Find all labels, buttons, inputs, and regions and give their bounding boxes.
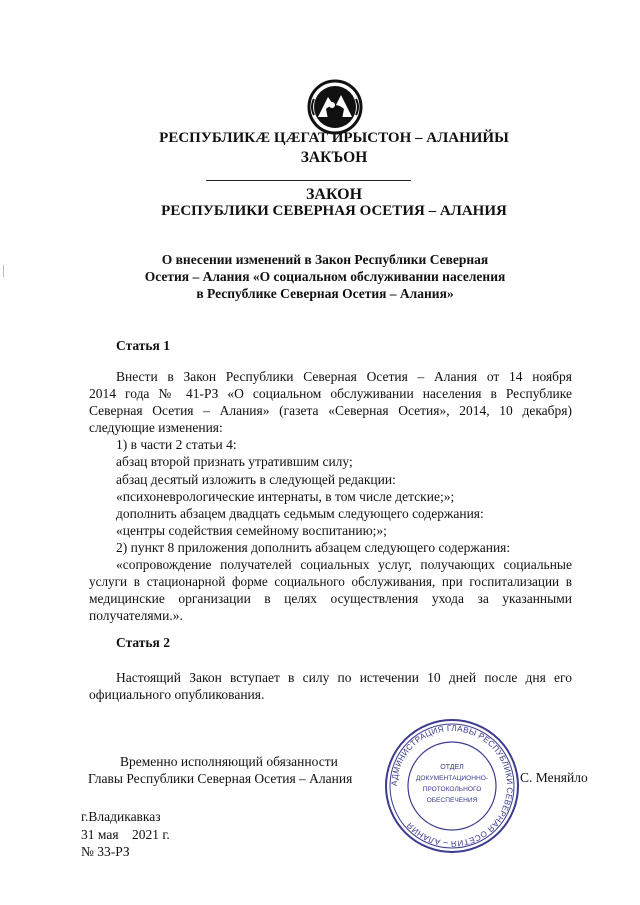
republic-name-ossetian: РЕСПУБЛИКӔ ЦӔГАТ ИРЫСТОН – АЛАНИЙЫ <box>159 130 509 146</box>
stamp-center-line: ОБЕСПЕЧЕНИЯ <box>426 797 478 804</box>
law-title-line: Осетия – Алания «О социальном обслуживании населения <box>144 269 506 284</box>
stamp-ring-text: АДМИНИСТРАЦИЯ ГЛАВЫ РЕСПУБЛИКИ СЕВЕРНАЯ ОСЕТИЯ – АЛАНИЯ <box>389 723 515 849</box>
article-1-line: медицинские организации в целях осуществления ухода за указанными <box>89 591 572 607</box>
coat-of-arms-icon <box>306 79 364 135</box>
city: г.Владикавказ <box>81 809 161 824</box>
law-label-ossetian: ЗАКЪОН <box>300 149 368 166</box>
stamp-center-line: ПРОТОКОЛЬНОГО <box>422 786 482 793</box>
signatory-position-line: Главы Республики Северная Осетия – Алания <box>88 771 353 786</box>
article-1-line: «сопровождение получателей социальных услуг, получающих социальные <box>116 557 572 573</box>
signing-date: 31 мая 2021 г. <box>81 826 170 842</box>
signatory-name: С. Меняйло <box>520 770 588 785</box>
header-divider <box>206 180 411 181</box>
law-label-russian: ЗАКОН <box>305 186 363 203</box>
stamp-center-line: ОТДЕЛ <box>440 764 464 771</box>
article-1-line: 1) в части 2 статьи 4: <box>116 437 237 453</box>
law-title-line: в Республике Северная Осетия – Алания» <box>196 286 454 301</box>
article-1-line: Внести в Закон Республики Северная Осетия – Алания от 14 ноября <box>116 369 572 384</box>
article-1-line: 2014 года № 41-РЗ «О социальном обслуживании населения в Республике <box>89 386 572 402</box>
law-title-line: О внесении изменений в Закон Республики Северная <box>161 252 489 267</box>
article-1-line: «центры содействия семейному воспитанию;»; <box>116 522 387 538</box>
article-2-body <box>89 669 572 703</box>
article-1-line: услуги в стационарной форме социального обслуживания, при госпитализации в <box>89 574 572 590</box>
article-1-body <box>89 368 572 624</box>
scan-mark <box>3 265 4 277</box>
article-1-line: дополнить абзацем двадцать седьмым следующего содержания: <box>116 505 484 521</box>
article-2-line: Настоящий Закон вступает в силу по истечении 10 дней после дня его <box>116 670 572 685</box>
article-1-line: абзац второй признать утратившим силу; <box>116 454 353 470</box>
article-2-heading: Статья 2 <box>116 635 170 650</box>
republic-name-russian: РЕСПУБЛИКИ СЕВЕРНАЯ ОСЕТИЯ – АЛАНИЯ <box>161 203 507 219</box>
stamp-center-line: ДОКУМЕНТАЦИОННО- <box>415 775 489 782</box>
official-stamp <box>383 717 521 855</box>
article-2-line: официального опубликования. <box>89 687 265 703</box>
law-number: № 33-РЗ <box>81 844 130 859</box>
signatory-position <box>88 753 388 787</box>
article-1-line: 2) пункт 8 приложения дополнить абзацем следующего содержания: <box>116 539 511 555</box>
article-1-line: получателями.». <box>89 608 183 624</box>
article-1-heading: Статья 1 <box>116 338 170 353</box>
article-1-line: абзац десятый изложить в следующей редакции: <box>116 471 396 487</box>
article-1-line: «психоневрологические интернаты, в том числе детские;»; <box>116 488 455 504</box>
article-1-line: следующие изменения: <box>89 420 223 436</box>
law-title <box>110 251 540 302</box>
article-1-line: Северная Осетия – Алания» (газета «Северная Осетия», 2014, 10 декабря) <box>89 403 572 419</box>
signatory-position-line: Временно исполняющий обязанности <box>120 754 338 769</box>
place-date-number <box>81 808 170 861</box>
